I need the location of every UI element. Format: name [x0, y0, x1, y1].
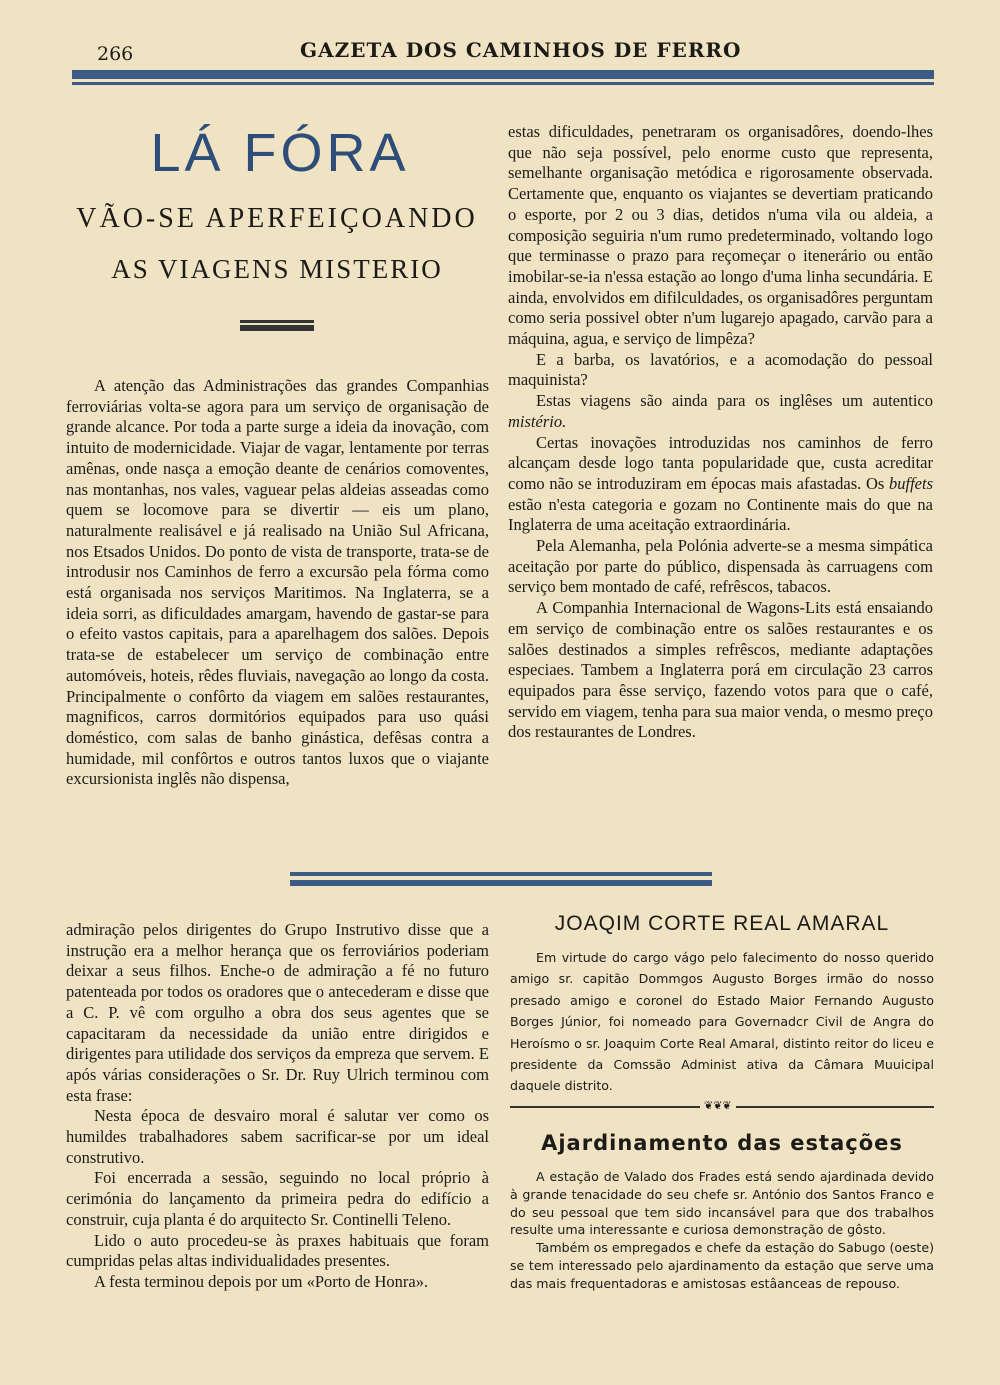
article-paragraph: Também os empregados e chefe da estação do Sabugo (oeste) se tem interessado pelo ajardinamento da estação que serve uma das mais frequentadoras e amistosas estâanceas de repouso.: [510, 1240, 934, 1291]
page-number: 266: [97, 43, 134, 65]
article-column-left: [66, 376, 489, 790]
section-rule-thick: [290, 880, 712, 886]
ajardinamento-article: [510, 1168, 934, 1293]
header-rule-thick: [72, 70, 934, 79]
continued-article-column: [66, 920, 489, 1293]
article-paragraph: A Companhia Internacional de Wagons-Lits está ensaiando em serviço de combinação entre os salões restaurantes e os salões destinados a simples refrêscos, mediante adaptações especiaes. Tambem a Inglaterra porá em circulação 23 carros equipados para êsse serviço, fazendo votos para que o café, servido em viagem, tenha para sua maior venda, o mesmo preço dos restaurantes de Londres.: [508, 598, 933, 742]
journal-title: GAZETA DOS CAMINHOS DE FERRO: [300, 38, 742, 62]
ajardinamento-heading: Ajardinamento das estações: [541, 1131, 903, 1155]
article-paragraph: Em virtude do cargo vágo pelo falecimento do nosso querido amigo sr. capitão Dommgos Augusto Borges irmão do nosso presado amigo e coronel do Estado Maior Fernando Augusto Borges Júnior, foi nomeado para Governadcr Civil de Angra do Heroísmo o sr. Joaquim Corte Real Amaral, distinto reitor do liceu e presidente da Comssão Administ ativa da Câmara Muuicipal daquele distrito.: [510, 950, 934, 1094]
article-subtitle-line1: VÃO-SE APERFEIÇOANDO: [76, 203, 478, 234]
title-ornament: [240, 320, 314, 332]
article-paragraph: Nesta época de desvairo moral é salutar ver como os humildes trabalhadores sabem sacrificar-se por um ideal construtivo.: [66, 1106, 489, 1167]
article-column-right: [508, 122, 933, 743]
article-paragraph: E a barba, os lavatórios, e a acomodação do pessoal maquinista?: [508, 349, 933, 390]
joaquim-article: [510, 947, 934, 1097]
article-paragraph: estas dificuldades, penetraram os organisadôres, doendo-lhes que não seja possível, pelo enorme custo que representa, semelhante organisação metódica e rigorosamente observada. Certamente que, enquanto os viajantes se devertiam praticando o esporte, por 2 ou 3 dias, detidos n'uma vila ou aldeia, a composição seguiria n'um rumo predeterminado, voltando logo que terminasse o prazo para reçomeçar o itenerário ou então imobilar-se-ia n'essa estação ao longo d'uma linha secundária. E ainda, envolvidos em difilculdades, os organisadôres perguntam como seria possivel obter n'um lugarejo apagado, carvão para a máquina, agua, e serviço de limpêza?: [508, 122, 933, 349]
separator-ornament: ❦❦❦: [700, 1099, 736, 1112]
article-paragraph: Foi encerrada a sessão, seguindo no local próprio à cerimónia do lançamento da primeira pedra do edifício a construir, cuja planta é do arquitecto Sr. Continelli Teleno.: [66, 1168, 489, 1229]
article-title: LÁ FÓRA: [150, 123, 410, 183]
article-subtitle-line2: AS VIAGENS MISTERIO: [111, 254, 443, 284]
article-paragraph: Certas inovações introduzidas nos caminhos de ferro alcançam desde logo tanta popularidade que, custa acreditar como não se introduziram em épocas mais afastadas. Os buffets estão n'esta categoria e gozam no Continente mais do que na Inglaterra de uma aceitação extraordinária.: [508, 432, 933, 535]
article-paragraph: admiração pelos dirigentes do Grupo Instrutivo disse que a instrução era a melhor herança que os ferroviários poderiam deixar a seus filhos. Enche-o de admiração a fé no futuro patenteada por todos os oradores que o antecederam e disse que a C. P. vê com orgulho a obra dos seus agentes que se capacitaram da necessidade da união entre dirigidos e dirigentes para utilidade dos serviços da empreza que servem. E após várias considerações o Sr. Dr. Ruy Ulrich terminou com esta frase:: [66, 920, 489, 1105]
article-paragraph: A festa terminou depois por um «Porto de Honra».: [94, 1271, 429, 1291]
article-paragraph: Lido o auto procedeu-se às praxes habituais que foram cumpridas pelas altas individualidades presentes.: [66, 1230, 489, 1271]
article-paragraph: Pela Alemanha, pela Polónia adverte-se a mesma simpática aceitação por parte do público, dispensada às carruagens com serviço bem montado de café, refrêscos, tabacos.: [508, 536, 933, 597]
italic-word: buffets: [889, 473, 933, 493]
article-paragraph: A atenção das Administrações das grandes Companhias ferroviárias volta-se agora para um serviço de organisação de grande alcance. Por toda a parte surge a ideia da inovação, com intuito de modernicidade. Viajar de vagar, lentamente por terras amênas, onde nasça a emoção deante de cenários comoventes, nas montanhas, nos vales, vaguear pelas aldeias asseadas como quem se locomove para se divertir — eis um plano, naturalmente realisável e já realisado na União Sul Africana, nos Etsados Unidos. Do ponto de vista de transporte, trata-se de introdusir nos Caminhos de ferro a excursão pela fórma como está organisada nos serviços Maritimos. Na Inglaterra, se a ideia sorri, as dificuldades amargam, havendo de gastar-se para o efeito vastos capitais, para a aparelhagem dos salões. Depois trata-se de estabelecer um serviço de combinação entre automóveis, hoteis, rêdes fluviais, navegação ao longo da costa. Principalmente o confôrto da viagem em salões restaurantes, magnificos, carros dormitórios equipados para uso quási doméstico, com salas de banho ginástica, defêsas contra a humidade, mil confôrtos e outros tantos luxos que o viajante excursionista inglês não dispensa,: [66, 376, 489, 789]
header-rule-thin: [72, 82, 934, 85]
joaquim-heading: JOAQIM CORTE REAL AMARAL: [554, 912, 890, 935]
italic-word: mistério.: [508, 411, 567, 431]
article-paragraph: Estas viagens são ainda para os inglêses um autentico mistério.: [508, 391, 933, 431]
article-paragraph: A estação de Valado dos Frades está sendo ajardinada devido à grande tenacidade do seu chefe sr. António dos Santos Franco e do seu pessoal que tem sido incansável para que dos trabalhos resulte uma interessante e curiosa demonstração de gôsto.: [510, 1169, 934, 1238]
section-rule-thin: [290, 872, 712, 876]
